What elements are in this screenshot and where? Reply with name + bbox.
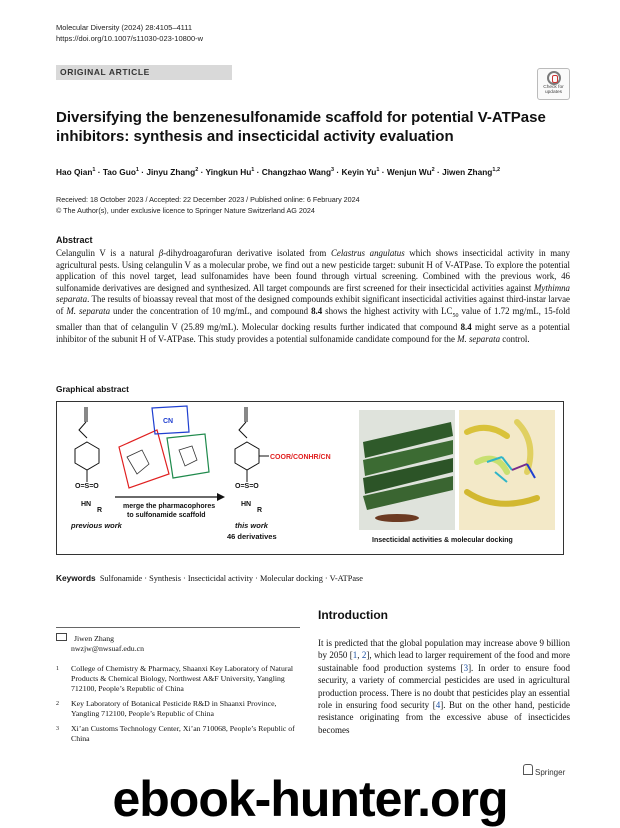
author-affiliation-marker: 1,2 bbox=[492, 167, 501, 173]
cyano-label: CN bbox=[163, 418, 174, 425]
ref-link-2[interactable]: 2 bbox=[361, 650, 367, 661]
r-label-2: R bbox=[257, 507, 263, 514]
lactam-ring bbox=[179, 446, 197, 466]
article-type-badge: ORIGINAL ARTICLE bbox=[56, 65, 232, 80]
affiliation-number: 2 bbox=[56, 701, 59, 707]
envelope-icon bbox=[56, 633, 67, 641]
introduction-body: It is predicted that the global population may increase above 9 billion by 2050 [1, 2], which lead to larger requirement of the food and more sustainable food production systems [3]. In order to ensure food security, a variety of commercial pesticides are used in agricultural production process. There is no doubt that pesticides play an essential role in ensuring food security [4]. But on the other hand, pesticide resistance originating from the excessive abuse of insecticides becomes bbox=[318, 638, 571, 735]
larva-image bbox=[375, 514, 419, 522]
derivatives-caption: 46 derivatives bbox=[227, 532, 277, 541]
author-affiliation-marker: 1 bbox=[135, 167, 139, 173]
affiliation-text: Key Laboratory of Botanical Pesticide R&D in Shaanxi Province, Yangling 712100, People’s Republic of China bbox=[71, 699, 277, 718]
ref-link-3[interactable]: 3 bbox=[463, 662, 469, 673]
correspondence-email[interactable]: nwzjw@nwsuaf.edu.cn bbox=[71, 644, 145, 653]
affiliation-text: College of Chemistry & Pharmacy, Shaanxi Key Laboratory of Natural Products & Chemical Biology, Northwest A&F University, Yangling 712100, People’s Republic of China bbox=[71, 664, 294, 693]
author-affiliation-marker: 1 bbox=[376, 167, 380, 173]
journal-citation: Molecular Diversity (2024) 28:4105–4111 bbox=[56, 23, 193, 32]
affiliation-item bbox=[56, 724, 300, 744]
amine-label: HN bbox=[81, 501, 92, 508]
graphical-abstract-figure bbox=[57, 402, 563, 554]
this-work-caption: this work bbox=[235, 521, 268, 530]
affiliation-number: 1 bbox=[56, 666, 59, 672]
substituent-label: COOR/CONHR/CN bbox=[270, 454, 331, 461]
ester-box bbox=[119, 430, 169, 488]
author-name[interactable]: Jiwen Zhang bbox=[442, 166, 493, 177]
copyright-line: © The Author(s), under exclusive licence to Springer Nature Switzerland AG 2024 bbox=[56, 206, 315, 215]
correspondence bbox=[56, 633, 144, 654]
author-name[interactable]: Tao Guo bbox=[102, 166, 136, 177]
affiliation-item bbox=[56, 664, 300, 694]
introduction-heading: Introduction bbox=[318, 608, 388, 622]
author-name[interactable]: Jinyu Zhang bbox=[146, 166, 196, 177]
photo-caption: Insecticidal activities & molecular docking bbox=[372, 537, 513, 544]
correspondence-name: Jiwen Zhang bbox=[73, 634, 115, 643]
sulfonyl-label: O=S=O bbox=[75, 483, 99, 490]
r-label: R bbox=[97, 507, 103, 514]
author-name[interactable]: Changzhao Wang bbox=[261, 166, 332, 177]
affiliation-text: Xi’an Customs Technology Center, Xi’an 710068, People’s Republic of China bbox=[71, 724, 295, 743]
previous-work-molecule bbox=[75, 407, 99, 482]
graphical-abstract bbox=[56, 401, 564, 555]
check-for-updates-button[interactable]: Check for updates bbox=[537, 68, 570, 100]
arrowhead-icon bbox=[217, 493, 225, 501]
check-updates-icon bbox=[547, 71, 561, 85]
keywords bbox=[56, 573, 363, 583]
lactone-ring bbox=[127, 450, 149, 474]
publication-dates bbox=[56, 194, 360, 216]
dates-line: Received: 18 October 2023 / Accepted: 22 December 2023 / Published online: 6 February 2024 bbox=[56, 195, 360, 204]
abstract-body: Celangulin V is a natural β-dihydroagarofuran derivative isolated from Celastrus angulatus which shows insecticidal activity in many agricultural pests. Using celangulin V as a molecular probe, we find out a new pesticide target: subunit H of V-ATPase. To explore the potential application of this novel target, lead sulfonamides have been found through virtual screening. Combined with the previous work, 46 sulfonamide derivatives are designed and synthesized. All target compounds are first screened for their insecticidal activities against Mythimna separata. The results of bioassay reveal that most of the designed compounds exhibit significant insecticidal activities against third-instar larvae of M. separata under the concentration of 10 mg/mL, and compound 8.4 shows the highest activity with $LC_{50}$ value of 1.72 mg/mL, 15-fold smaller than that of celangulin V (25.89 mg/mL). Molecular docking results further indicated that compound 8.4 might serve as a potential inhibitor of the subunit H of V-ATPase. This study provides a potential sulfonamide candidate compound for the M. separata control. bbox=[56, 248, 570, 344]
doi-link[interactable]: https://doi.org/10.1007/s11030-023-10800-w bbox=[56, 34, 204, 43]
author-name[interactable]: Wenjun Wu bbox=[386, 166, 432, 177]
keywords-label: Keywords bbox=[56, 573, 96, 583]
arrow-text-1: merge the pharmacophores bbox=[123, 503, 216, 510]
journal-header bbox=[56, 22, 203, 44]
author-list: Hao Qian$^1$ · Tao Guo$^1$ · Jinyu Zhang$^2$ · Yingkun $Hu^1$ · Changzhao Wang$^3$ · Keyin $Yu^1$ · Wenjun $Wu^2$ · Jiwen Zhang$^{1,2}$ bbox=[56, 166, 501, 177]
keywords-text: Sulfonamide · Synthesis · Insecticidal activity · Molecular docking · V-ATPase bbox=[99, 574, 363, 583]
author-name[interactable]: Hao Qian bbox=[56, 166, 93, 177]
publisher-logo: Springer bbox=[523, 764, 565, 777]
ref-link-1[interactable]: 1 bbox=[352, 650, 358, 661]
author-affiliation-marker: 3 bbox=[331, 167, 335, 173]
author-affiliation-marker: 2 bbox=[431, 167, 435, 173]
sulfonyl-label-2: O=S=O bbox=[235, 483, 259, 490]
footnote-divider bbox=[56, 627, 300, 628]
author-name[interactable]: Yingkun Hu bbox=[205, 166, 252, 177]
abstract-heading: Abstract bbox=[56, 235, 93, 245]
author-affiliation-marker: 1 bbox=[92, 167, 96, 173]
arrow-text-2: to sulfonamide scaffold bbox=[127, 512, 206, 519]
affiliation-number: 3 bbox=[56, 726, 59, 732]
amide-box bbox=[167, 434, 209, 478]
author-affiliation-marker: 1 bbox=[251, 167, 255, 173]
this-work-molecule bbox=[235, 407, 269, 482]
graphical-abstract-heading: Graphical abstract bbox=[56, 384, 129, 394]
previous-work-caption: previous work bbox=[71, 521, 122, 530]
ref-link-4[interactable]: 4 bbox=[435, 700, 441, 711]
author-affiliation-marker: 2 bbox=[195, 167, 199, 173]
watermark: ebook-hunter.org bbox=[112, 771, 508, 827]
affiliations bbox=[56, 664, 300, 749]
article-title: Diversifying the benzenesulfonamide scaffold for potential V-ATPase inhibitors: synthesis and insecticidal activity evaluation bbox=[56, 109, 546, 145]
affiliation-item bbox=[56, 699, 300, 719]
amine-label-2: HN bbox=[241, 501, 252, 508]
author-name[interactable]: Keyin Yu bbox=[341, 166, 377, 177]
